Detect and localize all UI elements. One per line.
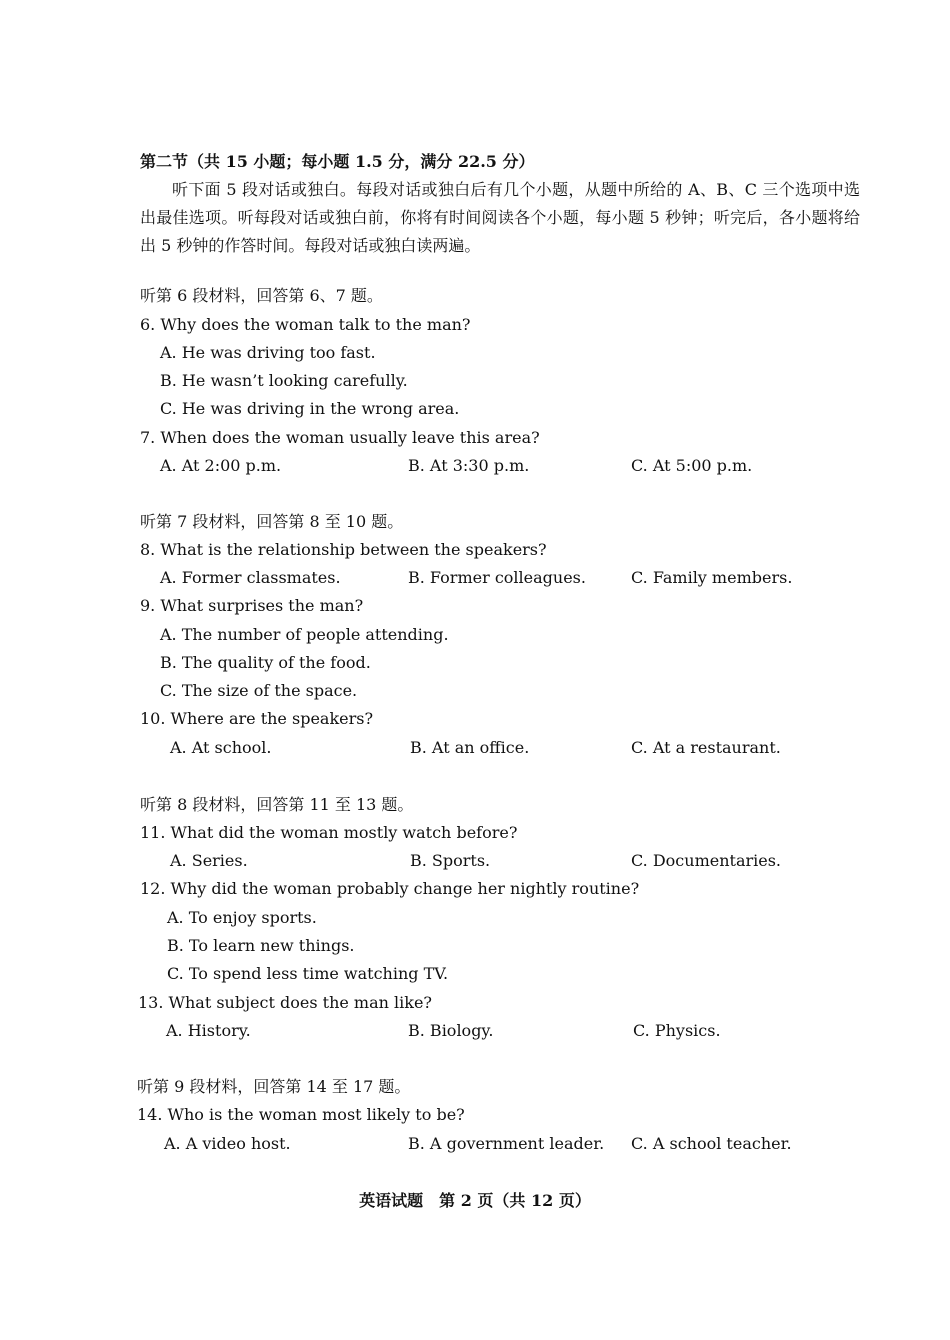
option-a: A. Series. (170, 851, 248, 870)
option-a: A. To enjoy sports. (167, 908, 317, 927)
option-c: C. To spend less time watching TV. (167, 964, 449, 983)
option-a: A. The number of people attending. (160, 625, 449, 644)
option-c: C. At 5:00 p.m. (631, 456, 753, 475)
option-b: B. He wasn’t looking carefully. (160, 371, 408, 390)
group-heading: 听第 8 段材料，回答第 11 至 13 题。 (140, 795, 414, 814)
question-text: 13. What subject does the man like? (138, 993, 433, 1012)
option-b: B. Biology. (408, 1021, 494, 1040)
option-b: B. To learn new things. (167, 936, 355, 955)
option-c: C. He was driving in the wrong area. (160, 399, 460, 418)
option-a: A. Former classmates. (160, 568, 341, 587)
group-heading: 听第 7 段材料，回答第 8 至 10 题。 (140, 512, 404, 531)
question-text: 11. What did the woman mostly watch before? (140, 823, 518, 842)
option-b: B. At an office. (410, 738, 530, 757)
question-text: 9. What surprises the man? (140, 596, 364, 615)
question-text: 6. Why does the woman talk to the man? (140, 315, 471, 334)
section-intro (140, 148, 860, 260)
option-c: C. The size of the space. (160, 681, 358, 700)
option-a: A. At school. (170, 738, 272, 757)
option-a: A. History. (166, 1021, 251, 1040)
option-a: A. He was driving too fast. (160, 343, 376, 362)
option-b: B. The quality of the food. (160, 653, 371, 672)
option-b: B. A government leader. (408, 1134, 605, 1153)
option-c: C. Family members. (631, 568, 793, 587)
option-c: C. Physics. (633, 1021, 721, 1040)
question-text: 10. Where are the speakers? (140, 709, 374, 728)
question-text: 7. When does the woman usually leave this area? (140, 428, 540, 447)
section-instructions: 听下面 5 段对话或独白。每段对话或独白后有几个小题，从题中所给的 A、B、C 三个选项中选出最佳选项。听每段对话或独白前，你将有时间阅读各个小题，每小题 5 秒钟；听完后，各小题将给出 5 秒钟的作答时间。每段对话或独白读两遍。 (140, 180, 860, 255)
option-b: B. Sports. (410, 851, 491, 870)
page-footer: 英语试题 第 2 页（共 12 页） (359, 1191, 591, 1210)
option-a: A. At 2:00 p.m. (160, 456, 282, 475)
question-text: 8. What is the relationship between the speakers? (140, 540, 547, 559)
option-c: C. At a restaurant. (631, 738, 781, 757)
option-a: A. A video host. (164, 1134, 291, 1153)
option-b: B. At 3:30 p.m. (408, 456, 530, 475)
option-b: B. Former colleagues. (408, 568, 586, 587)
group-heading: 听第 9 段材料，回答第 14 至 17 题。 (137, 1077, 411, 1096)
option-c: C. Documentaries. (631, 851, 782, 870)
question-text: 12. Why did the woman probably change her nightly routine? (140, 879, 640, 898)
group-heading: 听第 6 段材料，回答第 6、7 题。 (140, 286, 383, 305)
option-c: C. A school teacher. (631, 1134, 792, 1153)
section-header: 第二节（共 15 小题；每小题 1.5 分，满分 22.5 分） (140, 152, 535, 171)
question-text: 14. Who is the woman most likely to be? (137, 1105, 465, 1124)
